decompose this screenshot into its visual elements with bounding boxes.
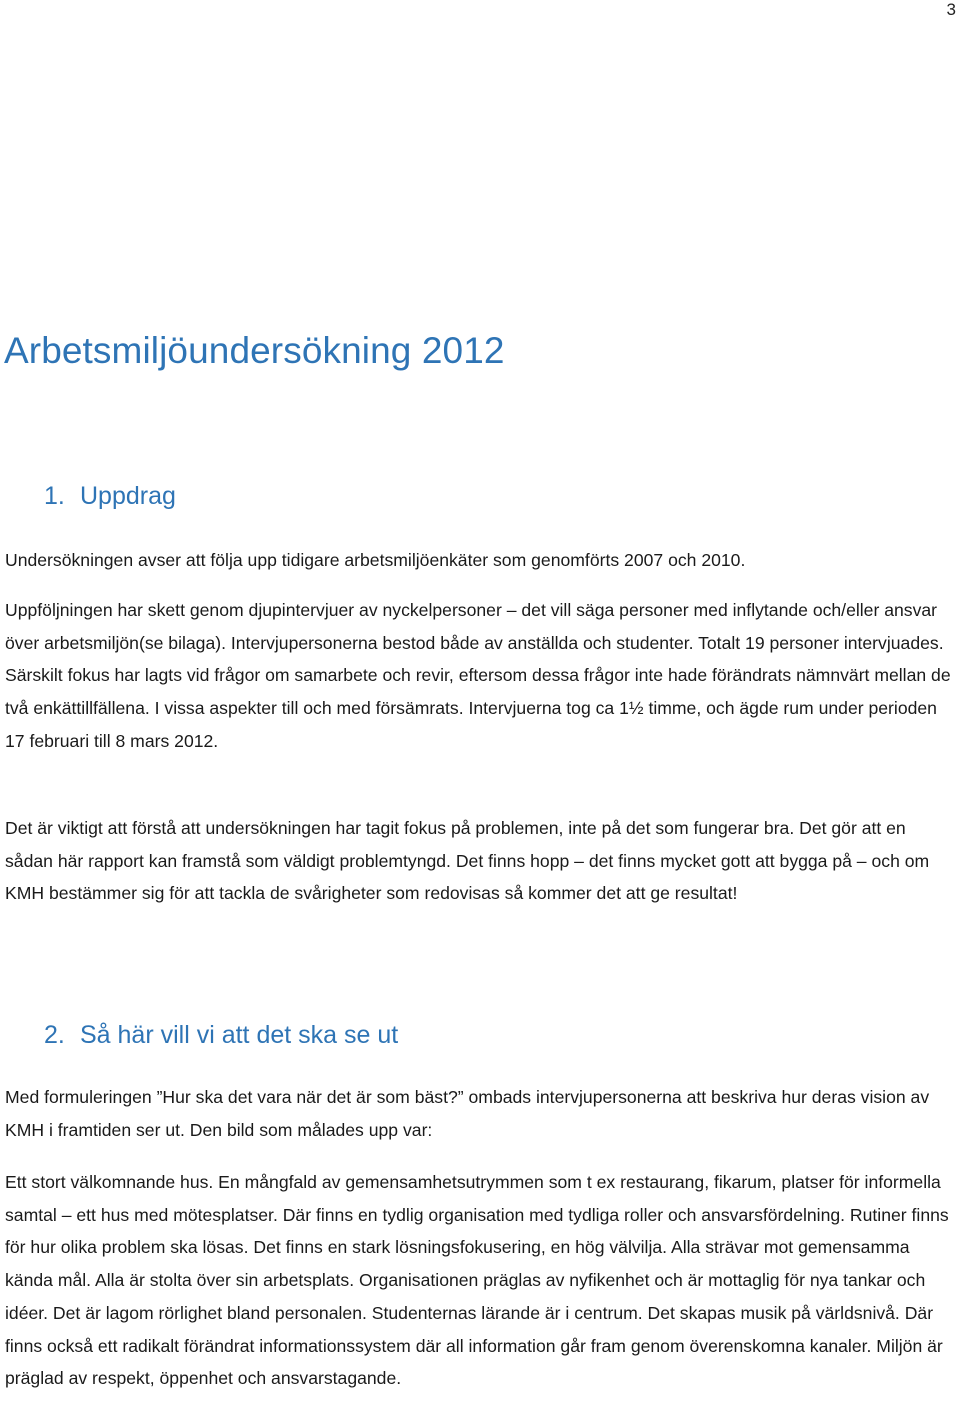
- section-title: Så här vill vi att det ska se ut: [80, 1021, 399, 1049]
- document-title: Arbetsmiljöundersökning 2012: [4, 330, 505, 371]
- paragraph-vision-description: Ett stort välkomnande hus. En mångfald av gemensamhetsutrymmen som t ex restaurang, fikarum, platser för informella samtal – ett hus med mötesplatser. Där finns en tydlig organisation med tydliga roller och ansvarsfördelning. Rutiner finns för hur olika problem ska lösas. Det finns en stark lösningsfokusering, en hög välvilja. Alla strävar mot gemensamma kända mål. Alla är stolta över sin arbetsplats. Organisationen präglas av nyfikenhet och är mottaglig för nya tankar och idéer. Det är lagom rörlighet bland personalen. Studenternas lärande är i centrum. Det skapas musik på världsnivå. Där finns också ett radikalt förändrat informationssystem där all information går fram genom överenskomna kanaler. Miljön är präglad av respekt, öppenhet och ansvarstagande.: [5, 1172, 949, 1389]
- section-heading-vision: [44, 1021, 398, 1050]
- section-title: Uppdrag: [80, 482, 176, 510]
- page-number: 3: [946, 0, 956, 19]
- paragraph-purpose: Undersökningen avser att följa upp tidigare arbetsmiljöenkäter som genomförts 2007 och 2010.: [5, 550, 746, 570]
- paragraph-vision-intro: Med formuleringen ”Hur ska det vara när det är som bäst?” ombads intervjupersonerna att beskriva hur deras vision av KMH i framtiden ser ut. Den bild som målades upp var:: [5, 1087, 930, 1140]
- section-number: 1.: [44, 482, 65, 510]
- section-heading-uppdrag: [44, 482, 176, 511]
- paragraph-method: Uppföljningen har skett genom djupintervjuer av nyckelpersoner – det vill säga personer med inflytande och/eller ansvar över arbetsmiljön(se bilaga). Intervjupersonerna bestod både av anställda och studenter. Totalt 19 personer intervjuades. Särskilt fokus har lagts vid frågor om samarbete och revir, eftersom dessa frågor inte hade förändrats nämnvärt mellan de två enkättillfällena. I vissa aspekter till och med försämrats. Intervjuerna tog ca 1½ timme, och ägde rum under perioden 17 februari till 8 mars 2012.: [5, 600, 951, 751]
- paragraph-focus-note: Det är viktigt att förstå att undersökningen har tagit fokus på problemen, inte på det som fungerar bra. Det gör att en sådan här rapport kan framstå som väldigt problemtyngd. Det finns hopp – det finns mycket gott att bygga på – och om KMH bestämmer sig för att tackla de svårigheter som redovisas så kommer det att ge resultat!: [5, 818, 930, 904]
- section-number: 2.: [44, 1021, 65, 1049]
